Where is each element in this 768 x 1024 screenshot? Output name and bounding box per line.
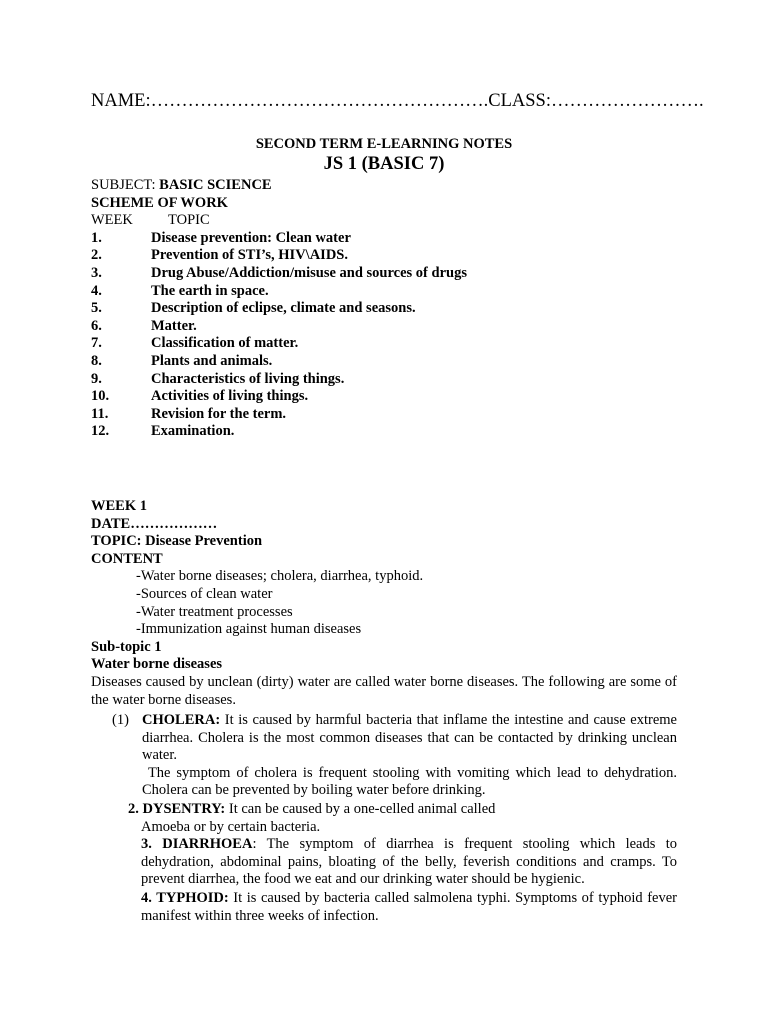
subject-line — [91, 177, 677, 195]
scheme-block — [91, 177, 677, 441]
scheme-row: 7. Classification of matter. — [91, 335, 299, 352]
scheme-row: 6. Matter. — [91, 317, 197, 334]
scheme-row: 11. Revision for the term. — [91, 405, 287, 422]
intro-paragraph: Diseases caused by unclean (dirty) water are called water borne diseases. The following are some of the water borne diseases. — [91, 673, 677, 708]
week1-block — [91, 498, 677, 709]
subtopic-title: Water borne diseases — [91, 656, 223, 673]
scheme-row: 10. Activities of living things. — [91, 388, 309, 405]
cholera-symptom-paragraph: The symptom of cholera is frequent stooling with vomiting which lead to dehydration. Cholera can be prevented by boiling water before drinking. — [142, 764, 681, 799]
scheme-row: 1. Disease prevention: Clean water — [91, 229, 351, 246]
typhoid-item: 4. TYPHOID: It is caused by bacteria called salmolena typhi. Symptoms of typhoid fever manifest within three weeks of infection. — [141, 890, 677, 924]
scheme-row: 4. The earth in space. — [91, 282, 269, 299]
cholera-paragraph: CHOLERA: It is caused by harmful bacteria that inflame the intestine and cause extreme diarrhea. Cholera is the most common diseases that can be contacted by drinking unclean water. — [142, 712, 677, 764]
week-column-header: WEEK — [91, 212, 133, 229]
scheme-list — [91, 230, 677, 441]
notes-title: SECOND TERM E-LEARNING NOTES — [255, 136, 513, 152]
list-marker: (1) — [112, 712, 129, 728]
scheme-row: 2. Prevention of STI’s, HIV\AIDS. — [91, 247, 348, 264]
class-title: JS 1 (BASIC 7) — [323, 154, 445, 174]
subject-label: SUBJECT: — [91, 177, 160, 193]
week-heading: WEEK 1 — [91, 498, 147, 514]
scheme-row: 5. Description of eclipse, climate and seasons. — [91, 300, 416, 317]
scheme-row: 12. Examination. — [91, 423, 235, 440]
scheme-row: 9. Characteristics of living things. — [91, 370, 345, 387]
dysentry-paragraph: 2. DYSENTRY: It can be caused by a one-celled animal called — [128, 801, 496, 817]
scheme-heading: SCHEME OF WORK — [91, 194, 228, 211]
content-item: -Water treatment processes — [136, 603, 293, 620]
topic-column-header: TOPIC — [168, 212, 210, 229]
content-heading: CONTENT — [91, 550, 163, 567]
subject-value: BASIC SCIENCE — [159, 177, 272, 193]
diarrhoea-item: 3. DIARRHOEA: The symptom of diarrhea is frequent stooling which leads to dehydration, abdominal pains, bloating of the belly, feverish conditions and cramps. To prevent diarrhea, the food we eat and our drinking water should be hygienic. — [141, 836, 677, 888]
scheme-row: 8. Plants and animals. — [91, 352, 273, 369]
scheme-header-row — [91, 212, 677, 230]
dysentry-continuation: Amoeba or by certain bacteria. — [141, 819, 321, 835]
cholera-item — [112, 712, 681, 800]
content-item: -Water borne diseases; cholera, diarrhea, typhoid. — [136, 568, 424, 585]
date-line: DATE……………… — [91, 515, 218, 532]
name-class-line: NAME:……………………………………………….CLASS:……………………. — [91, 91, 704, 111]
topic-line: TOPIC: Disease Prevention — [91, 533, 263, 550]
content-item: -Immunization against human diseases — [136, 621, 362, 638]
dysentry-item — [128, 801, 677, 819]
content-list — [91, 568, 677, 638]
content-item: -Sources of clean water — [136, 585, 273, 602]
scheme-row: 3. Drug Abuse/Addiction/misuse and sources of drugs — [91, 264, 467, 281]
subtopic-heading: Sub-topic 1 — [91, 638, 162, 655]
